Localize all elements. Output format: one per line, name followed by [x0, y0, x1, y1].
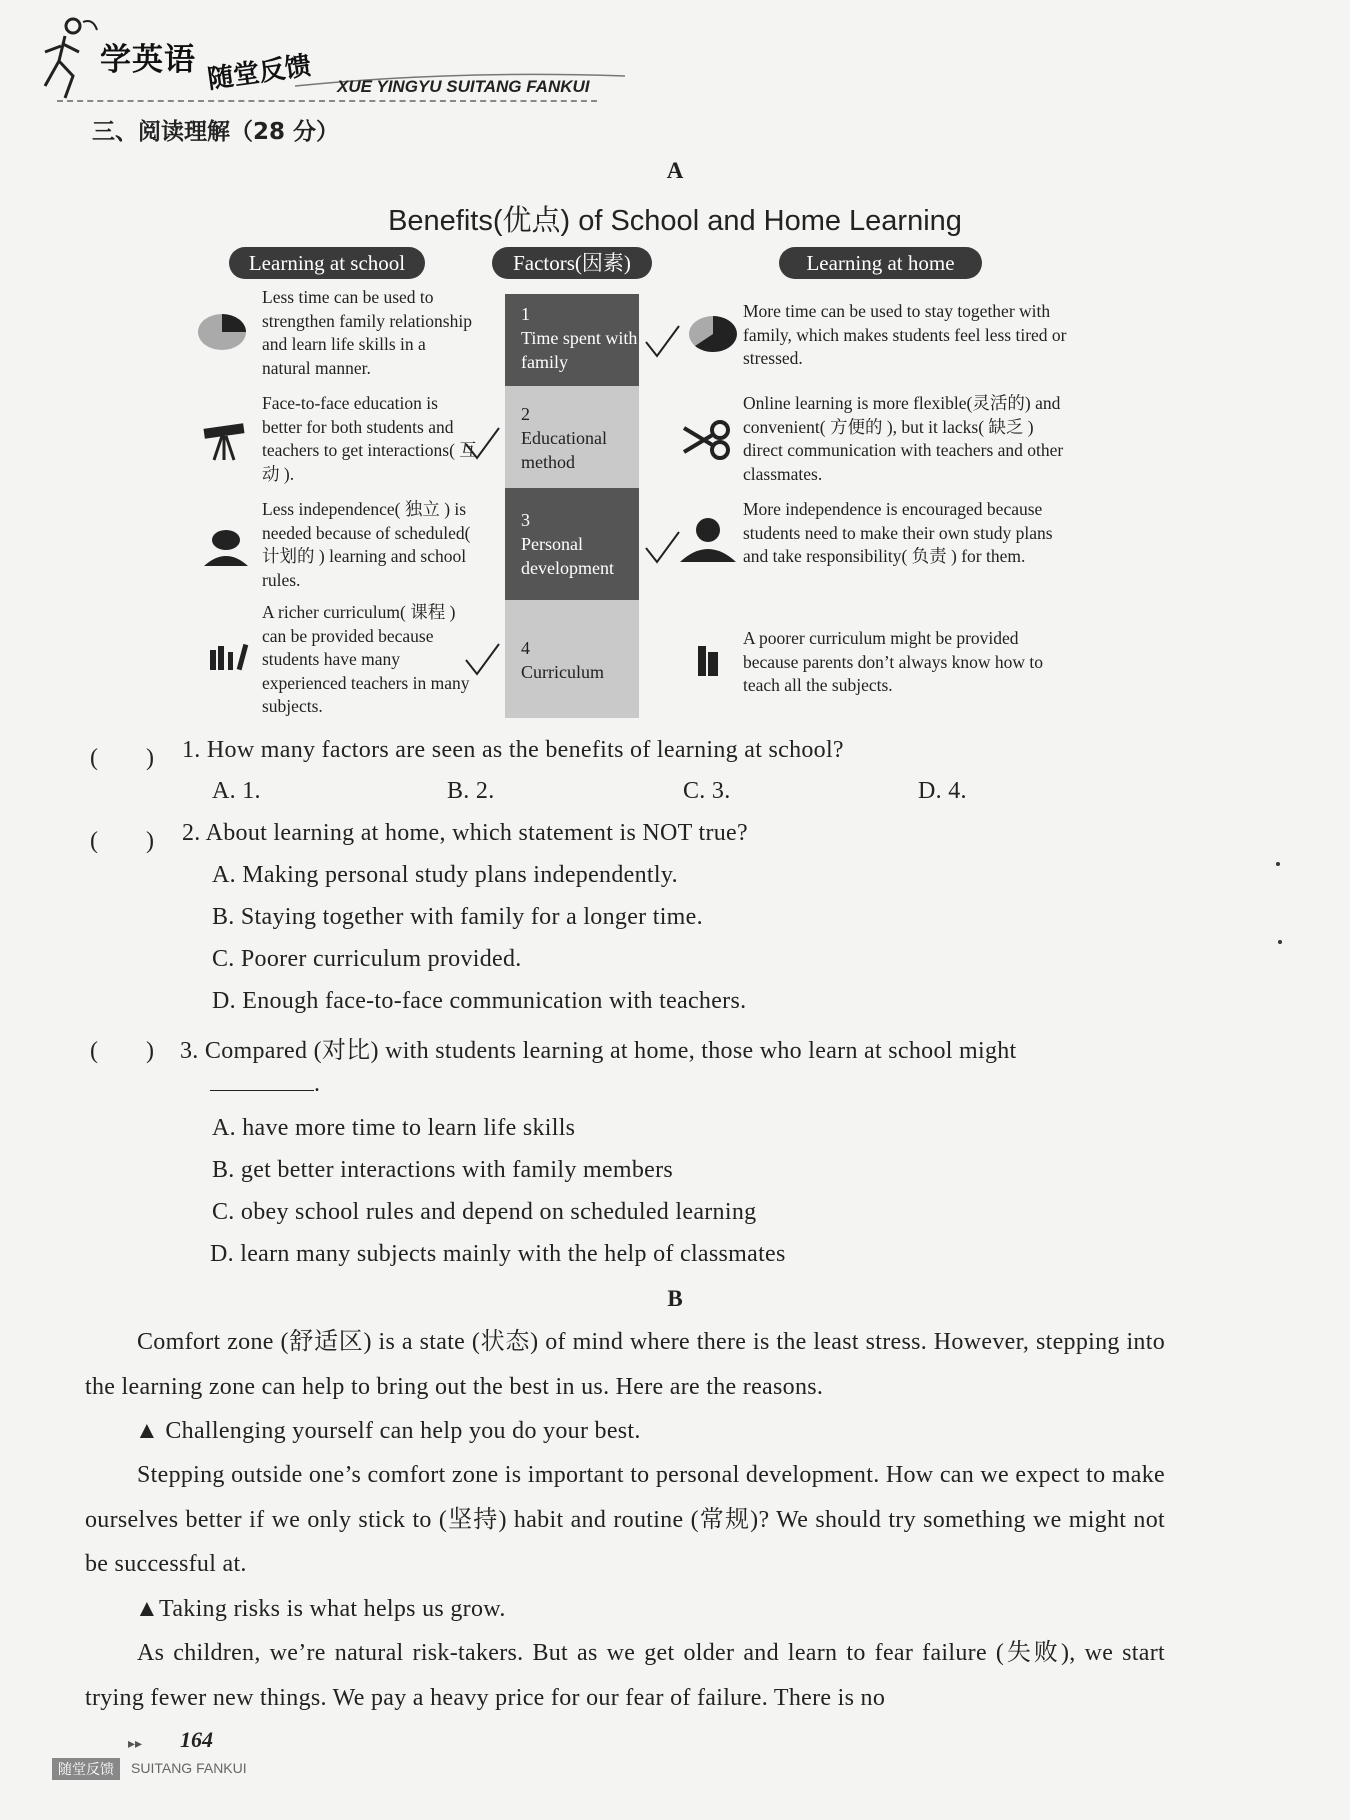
clock-icon — [196, 310, 250, 354]
q2-option-b[interactable]: B. Staying together with family for a longer time. — [212, 904, 703, 930]
row2-home-text: Online learning is more flexible(灵活的) and convenient( 方便的 ), but it lacks( 缺乏 ) direct communication with teachers and other classmates. — [743, 393, 1064, 484]
question-1 — [182, 737, 844, 764]
part-b-letter: B — [667, 1286, 683, 1311]
header-factors: Factors(因素) — [492, 247, 652, 279]
q1-option-b[interactable]: B. 2. — [447, 778, 495, 804]
row4-school-text: A richer curriculum( 课程 ) can be provided because students have many experienced teachers in many subjects. — [262, 602, 470, 716]
checkmark-icon — [463, 640, 501, 678]
row4-home-text: A poorer curriculum might be provided because parents don’t always know how to teach all the subjects. — [743, 628, 1044, 695]
factor-1 — [505, 294, 639, 386]
factor-3-num: 3 — [521, 510, 530, 530]
books-few-icon — [694, 644, 724, 678]
factor-3-label: Personal development — [521, 534, 614, 578]
question-1-stem: How many factors are seen as the benefits of learning at school? — [206, 737, 844, 763]
passage-b-heading-2 — [85, 1587, 1165, 1632]
question-3-num: 3. — [180, 1038, 199, 1064]
scan-dot — [1278, 940, 1282, 944]
pie-clock-icon — [685, 312, 739, 356]
header-learning-at-home: Learning at home — [779, 247, 982, 279]
page-header — [35, 14, 605, 104]
header-divider — [57, 100, 597, 102]
passage-b-p1-text: Comfort zone (舒适区) is a state (状态) of mind where there is the least stress. However, stepping into the learning zone can help to bring out the best in us. Here are the reasons. — [85, 1329, 1165, 1400]
telescope-icon — [200, 418, 254, 462]
question-2-num: 2. — [182, 820, 201, 846]
q3-option-d[interactable]: D. learn many subjects mainly with the help of classmates — [210, 1241, 786, 1267]
answer-paren-3[interactable]: ( ) — [90, 1038, 154, 1064]
part-a-letter: A — [666, 158, 684, 183]
q3-option-a[interactable]: A. have more time to learn life skills — [212, 1115, 576, 1141]
q2-option-a[interactable]: A. Making personal study plans independently. — [212, 862, 678, 888]
person-large-icon — [678, 516, 738, 564]
blank-period: . — [314, 1071, 321, 1097]
brand-title-cn: 学英语 — [100, 42, 196, 78]
page-number: 164 — [180, 1727, 213, 1752]
factor-4 — [505, 600, 639, 718]
header-learning-at-school: Learning at school — [229, 247, 425, 279]
brand-subtitle-cn: 随堂反馈 — [205, 50, 313, 96]
q2-option-d[interactable]: D. Enough face-to-face communication with teachers. — [212, 988, 747, 1014]
footer-tag-cn: 随堂反馈 — [52, 1758, 120, 1780]
infographic-title: Benefits(优点) of School and Home Learning — [388, 205, 962, 237]
question-3-stem: Compared (对比) with students learning at home, those who learn at school might — [204, 1038, 1017, 1064]
answer-paren-1[interactable]: ( ) — [90, 745, 154, 771]
passage-b-heading-1 — [85, 1409, 1165, 1454]
footer-arrows-icon: ▸▸ — [128, 1737, 143, 1752]
runner-logo-icon — [35, 16, 105, 100]
question-3-blank-line[interactable] — [210, 1070, 320, 1098]
question-3 — [180, 1030, 1017, 1065]
answer-paren-2[interactable]: ( ) — [90, 828, 154, 854]
footer-tag-en: SUITANG FANKUI — [131, 1760, 247, 1776]
row1-school-text: Less time can be used to strengthen family relationship and learn life skills in a natural manner. — [262, 287, 472, 378]
scissors-icon — [680, 418, 734, 462]
row3-school-text: Less independence( 独立 ) is needed because of scheduled( 计划的 ) learning and school rules. — [262, 499, 471, 590]
q1-option-d[interactable]: D. 4. — [918, 778, 967, 804]
answer-blank[interactable] — [210, 1070, 314, 1091]
passage-b-p2-text: Stepping outside one’s comfort zone is important to personal development. How can we expect to make ourselves better if we only stick to (坚持) habit and routine (常规)? We should try something we might not be successful at. — [85, 1462, 1165, 1577]
passage-b-paragraph-2 — [85, 1453, 1165, 1587]
q2-option-c[interactable]: C. Poorer curriculum provided. — [212, 946, 522, 972]
checkmark-icon — [463, 424, 501, 462]
row3-home-text: More independence is encouraged because students need to make their own study plans and take responsibility( 负责 ) for them. — [743, 499, 1053, 566]
passage-b-h2-text: ▲Taking risks is what helps us grow. — [135, 1596, 506, 1622]
factor-2 — [505, 386, 639, 488]
section-title: 三、阅读理解（28 分） — [92, 119, 340, 145]
question-1-num: 1. — [182, 737, 201, 763]
q3-option-c[interactable]: C. obey school rules and depend on scheduled learning — [212, 1199, 757, 1225]
factor-1-num: 1 — [521, 304, 530, 324]
checkmark-icon — [643, 322, 681, 360]
factor-1-label: Time spent with family — [521, 328, 638, 372]
question-2 — [182, 820, 748, 847]
row1-home-text: More time can be used to stay together with family, which makes students feel less tired or stressed. — [743, 301, 1067, 368]
row2-school-text: Face-to-face education is better for both students and teachers to get interactions( 互动 ). — [262, 393, 477, 484]
factor-2-label: Educational method — [521, 428, 607, 472]
factor-4-num: 4 — [521, 638, 530, 658]
passage-b-paragraph-1 — [85, 1320, 1165, 1409]
checkmark-icon — [643, 528, 681, 566]
passage-b-paragraph-3 — [85, 1631, 1165, 1720]
books-many-icon — [208, 642, 252, 672]
scan-dot — [1276, 862, 1280, 866]
factor-3 — [505, 488, 639, 600]
passage-b-p3-text: As children, we’re natural risk-takers. But as we get older and learn to fear failure (失败), we start trying fewer new things. We pay a heavy price for our fear of failure. There is no — [85, 1640, 1165, 1711]
passage-b-h1-text: ▲ Challenging yourself can help you do your best. — [135, 1418, 641, 1444]
question-2-stem: About learning at home, which statement is NOT true? — [205, 820, 748, 846]
q1-option-c[interactable]: C. 3. — [683, 778, 731, 804]
q1-option-a[interactable]: A. 1. — [212, 778, 261, 804]
factor-2-num: 2 — [521, 404, 530, 424]
brand-title-en: XUE YINGYU SUITANG FANKUI — [337, 77, 590, 96]
factor-4-label: Curriculum — [521, 662, 604, 682]
person-small-icon — [200, 526, 254, 570]
q3-option-b[interactable]: B. get better interactions with family members — [212, 1157, 674, 1183]
